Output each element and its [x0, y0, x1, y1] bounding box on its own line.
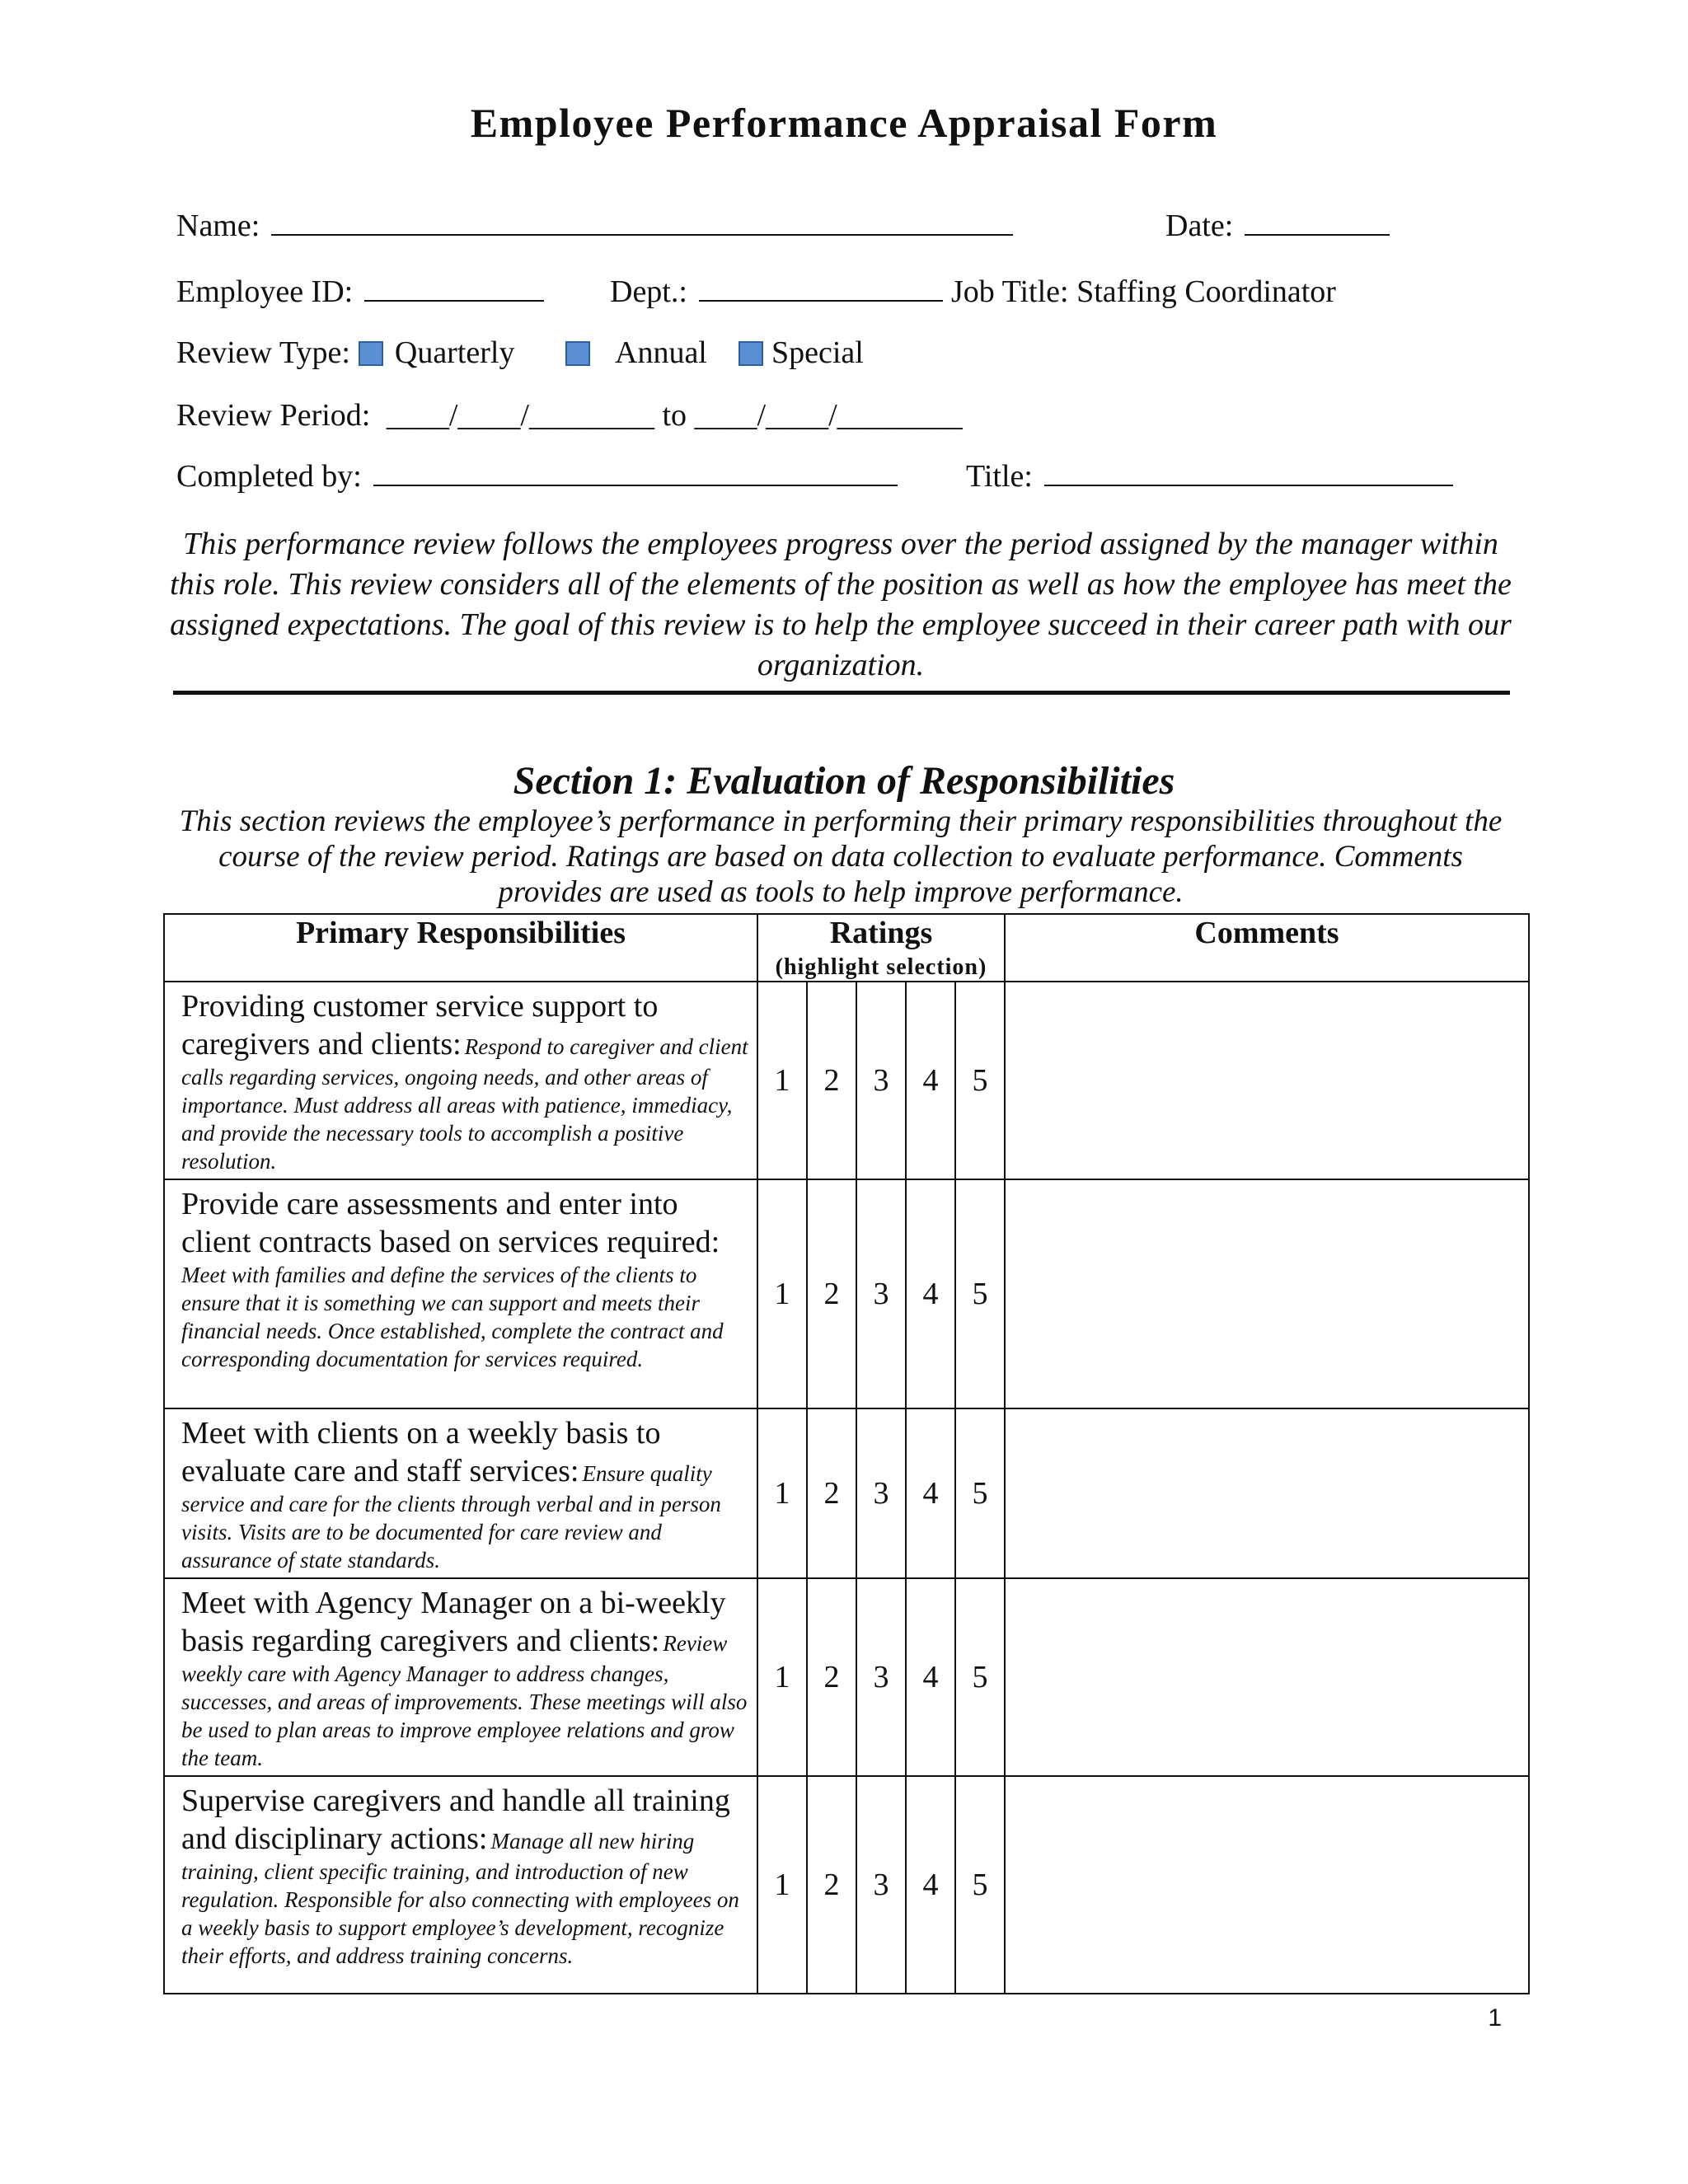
completed-by-line[interactable] — [373, 460, 898, 486]
name-field[interactable] — [176, 208, 1013, 244]
title-field[interactable] — [966, 458, 1453, 494]
rating-option[interactable]: 3 — [856, 1179, 906, 1408]
ratings-header-sub: (highlight selection) — [775, 954, 987, 980]
rating-option[interactable]: 3 — [856, 1408, 906, 1578]
review-period-to: to — [662, 398, 687, 433]
comments-cell[interactable] — [1005, 982, 1529, 1179]
rating-option[interactable]: 2 — [807, 1179, 856, 1408]
responsibility-cell — [164, 982, 757, 1179]
rating-option[interactable]: 1 — [757, 982, 807, 1179]
rating-option[interactable]: 3 — [856, 982, 906, 1179]
rating-option[interactable]: 1 — [757, 1578, 807, 1776]
dept-line[interactable] — [699, 275, 943, 302]
responsibility-title: Supervise caregivers and handle all training and disciplinary actions: — [181, 1783, 730, 1856]
review-type-row — [176, 335, 514, 371]
dept-label: Dept.: — [610, 274, 687, 309]
rating-option[interactable]: 5 — [955, 982, 1005, 1179]
rating-option[interactable]: 4 — [906, 1179, 955, 1408]
responsibility-cell — [164, 1408, 757, 1578]
responsibility-cell — [164, 1776, 757, 1994]
date-label: Date: — [1165, 209, 1234, 243]
name-label: Name: — [176, 209, 260, 243]
quarterly-option-label: Quarterly — [394, 335, 515, 370]
special-option-label: Special — [771, 335, 864, 370]
section-divider — [173, 691, 1510, 695]
table-row — [164, 1179, 1529, 1408]
responsibility-title: Provide care assessments and enter into client contracts based on services required: — [181, 1187, 720, 1259]
quarterly-checkbox[interactable] — [359, 341, 383, 366]
annual-option — [565, 335, 707, 371]
review-period-end[interactable]: ____/____/________ — [694, 398, 963, 433]
rating-option[interactable]: 4 — [906, 1408, 955, 1578]
section-1-title: Section 1: Evaluation of Responsibilities — [513, 759, 1175, 803]
review-type-label: Review Type: — [176, 335, 350, 370]
responsibilities-table — [163, 913, 1530, 1994]
responsibility-title: Meet with Agency Manager on a bi-weekly basis regarding caregivers and clients: — [181, 1586, 726, 1658]
intro-paragraph: This performance review follows the employees progress over the period assigned by the manager within this role. This review considers all of the elements of the position as well as how the employee has meet the assigned expectations. The goal of this review is to help the employee succeed in their career path with our organization. — [170, 527, 1512, 682]
rating-option[interactable]: 2 — [807, 1408, 856, 1578]
rating-option[interactable]: 5 — [955, 1578, 1005, 1776]
annual-option-label: Annual — [615, 335, 707, 370]
date-field[interactable] — [1165, 208, 1390, 244]
comments-cell[interactable] — [1005, 1578, 1529, 1776]
job-title-label: Job Title: — [951, 274, 1069, 309]
rating-option[interactable]: 4 — [906, 1578, 955, 1776]
rating-option[interactable]: 1 — [757, 1408, 807, 1578]
special-checkbox[interactable] — [738, 341, 763, 366]
responsibility-detail: Meet with families and define the services of the clients to ensure that it is something we can support and meets their financial needs. Once established, complete the contract and corresponding documentation for services required. — [181, 1263, 724, 1371]
rating-option[interactable]: 3 — [856, 1578, 906, 1776]
rating-option[interactable]: 1 — [757, 1179, 807, 1408]
special-option — [738, 335, 864, 371]
job-title-field — [951, 274, 1336, 310]
ratings-header — [757, 914, 1005, 982]
table-row — [164, 982, 1529, 1179]
responsibility-detail: Respond to caregiver and client calls regarding services, ongoing needs, and other areas of importance. Must address all areas with patience, immediacy, and provide the necessary tools to accomplish a positive resolution. — [181, 1034, 748, 1174]
rating-option[interactable]: 5 — [955, 1776, 1005, 1994]
comments-cell[interactable] — [1005, 1776, 1529, 1994]
responsibilities-header: Primary Responsibilities — [164, 914, 757, 982]
comments-cell[interactable] — [1005, 1408, 1529, 1578]
responsibility-title: Meet with clients on a weekly basis to evaluate care and staff services: — [181, 1416, 661, 1488]
completed-by-label: Completed by: — [176, 459, 362, 494]
dept-field[interactable] — [610, 274, 943, 310]
section-1-description: This section reviews the employee’s performance in performing their primary responsibilities throughout the course of the review period. Ratings are based on data collection to evaluate performance. Comments provides are used as tools to help improve performance. — [179, 804, 1503, 909]
completed-by-field[interactable] — [176, 458, 898, 494]
review-period-start[interactable]: ____/____/________ — [386, 398, 654, 433]
rating-option[interactable]: 5 — [955, 1179, 1005, 1408]
rating-option[interactable]: 4 — [906, 982, 955, 1179]
title-label: Title: — [966, 459, 1033, 494]
title-line[interactable] — [1044, 460, 1453, 486]
table-row — [164, 1776, 1529, 1994]
page-number: 1 — [1488, 2004, 1502, 2032]
employee-id-label: Employee ID: — [176, 274, 354, 309]
responsibility-detail: Review weekly care with Agency Manager to address changes, successes, and areas of improvements. These meetings will also be used to plan areas to improve employee relations and grow the team. — [181, 1631, 748, 1770]
job-title-value: Staffing Coordinator — [1076, 274, 1336, 309]
rating-option[interactable]: 2 — [807, 1776, 856, 1994]
comments-header: Comments — [1005, 914, 1529, 982]
annual-checkbox[interactable] — [565, 341, 590, 366]
responsibility-detail: Manage all new hiring training, client specific training, and introduction of new regulation. Responsible for also connecting with employees on a weekly basis to support employee’s development, recognize their efforts, and address training concerns. — [181, 1829, 739, 1968]
table-header-row — [164, 914, 1529, 982]
form-title: Employee Performance Appraisal Form — [470, 100, 1218, 146]
rating-option[interactable]: 1 — [757, 1776, 807, 1994]
table-row — [164, 1578, 1529, 1776]
rating-option[interactable]: 4 — [906, 1776, 955, 1994]
table-row — [164, 1408, 1529, 1578]
rating-option[interactable]: 2 — [807, 982, 856, 1179]
review-period-label: Review Period: — [176, 398, 371, 433]
review-period-row[interactable] — [176, 397, 963, 434]
responsibility-title: Providing customer service support to caregivers and clients: — [181, 989, 659, 1062]
responsibility-cell — [164, 1179, 757, 1408]
responsibility-cell — [164, 1578, 757, 1776]
date-line[interactable] — [1245, 209, 1390, 236]
rating-option[interactable]: 2 — [807, 1578, 856, 1776]
name-line[interactable] — [271, 209, 1013, 236]
comments-cell[interactable] — [1005, 1179, 1529, 1408]
rating-option[interactable]: 3 — [856, 1776, 906, 1994]
employee-id-field[interactable] — [176, 274, 544, 310]
employee-id-line[interactable] — [364, 275, 544, 302]
responsibility-detail: Ensure quality service and care for the clients through verbal and in person visits. Visits are to be documented for care review and assurance of state standards. — [181, 1461, 721, 1572]
ratings-header-label: Ratings — [829, 916, 933, 950]
rating-option[interactable]: 5 — [955, 1408, 1005, 1578]
